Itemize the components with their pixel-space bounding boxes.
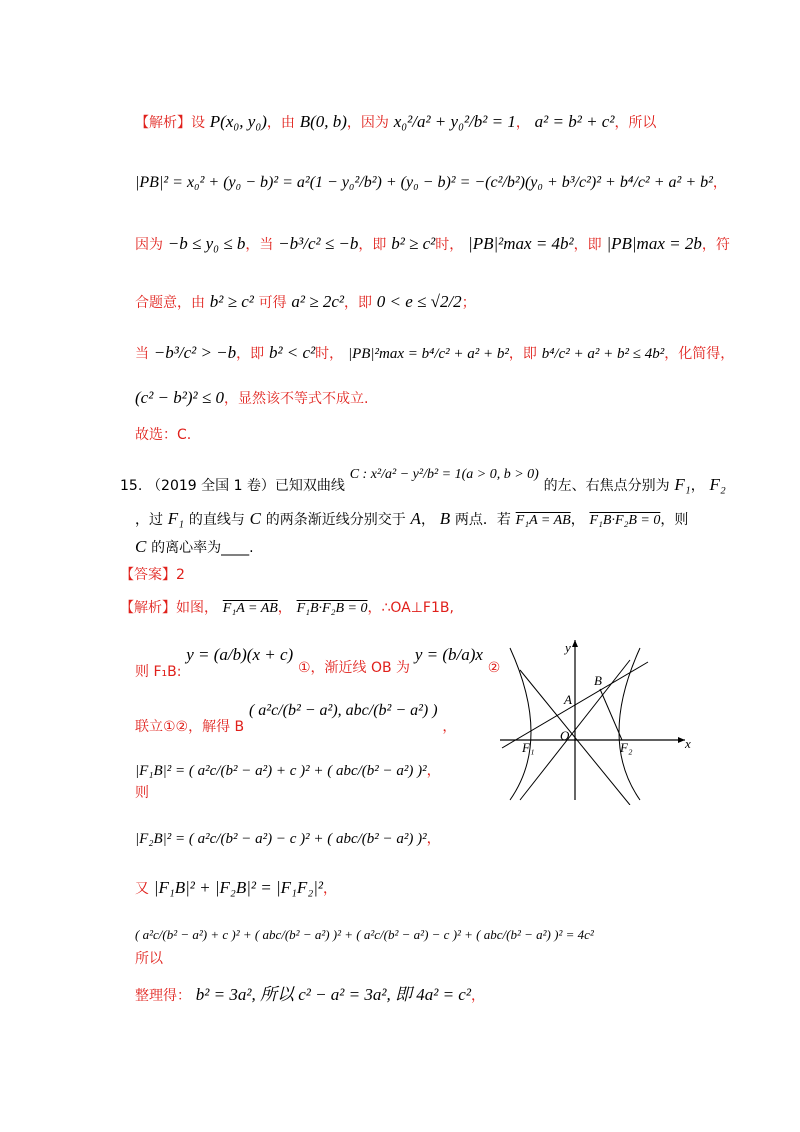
math-e-range: 0 < e ≤ √2/2 <box>376 292 462 311</box>
math-final: b² = 3a², 所以 c² − a² = 3a², 即 4a² = c² <box>195 985 471 1004</box>
math-sum-eq: ( a²c/(b² − a²) + c )² + ( abc/(b² − a²) )² + ( a²c/(b² − a²) − c )² + ( abc/(b² − a²) )² = 4c² <box>135 927 594 942</box>
text: ，显然该不等式不成立. <box>223 391 369 407</box>
math-ellipse-eq: x₀²/a² + y₀²/b² = 1 <box>393 112 516 131</box>
answer15 <box>120 564 185 584</box>
math-f1: F₁ <box>674 475 691 494</box>
text: ，则 <box>660 512 689 528</box>
text: ，所以 <box>614 115 657 131</box>
text: 时， <box>435 237 464 253</box>
solution14-line2 <box>135 172 727 192</box>
math-b: B <box>439 509 451 528</box>
text: ， <box>426 831 441 847</box>
text: ，过 <box>135 512 163 528</box>
text: ，即 <box>573 237 602 253</box>
text: ， <box>470 988 485 1004</box>
text: 时， <box>315 346 344 362</box>
math-b2-ge-c2-2: b² ≥ c² <box>209 292 254 311</box>
text: ，由 <box>266 115 295 131</box>
label-b: B <box>594 673 602 688</box>
label-x: x <box>685 736 691 751</box>
text: 当 <box>135 346 149 362</box>
answer-value: 2 <box>176 567 185 583</box>
text: ， <box>323 881 338 897</box>
text: 合题意，由 <box>135 295 205 311</box>
label-o: O <box>560 728 570 743</box>
text: ，化简得， <box>664 346 735 362</box>
solution15-line7 <box>135 925 594 943</box>
math-range-y0: −b ≤ y₀ ≤ b <box>167 234 246 253</box>
solution15-line8 <box>135 980 485 1005</box>
text: ，即 <box>236 346 265 362</box>
problem15-line2 <box>135 509 688 529</box>
math-f1: F₁ <box>167 509 185 528</box>
text: 整理得： <box>135 988 191 1004</box>
analysis-tag: 【解析】 <box>135 115 191 131</box>
text: ，因为 <box>346 115 389 131</box>
answer-tag: 【答案】 <box>120 567 176 583</box>
math-c: C <box>135 537 147 556</box>
math-point-b-coords: ( a²c/(b² − a²), abc/(b² − a²) ) <box>248 702 438 719</box>
label-f1: F₁ <box>522 740 535 755</box>
text: 的直线与 <box>188 512 245 528</box>
text: 因为 <box>135 237 163 253</box>
text: 的离心率为 <box>151 540 222 556</box>
solution15-line6 <box>135 878 337 898</box>
segment-f2b <box>600 689 622 740</box>
math-hyperbola-eq: C : x²/a² − y²/b² = 1(a > 0, b > 0) <box>349 467 539 482</box>
math-f2: F₂ <box>709 475 726 494</box>
text: ，符 <box>701 237 730 253</box>
text: 设 <box>191 115 205 131</box>
math-pb-max-sq: |PB|²max = 4b² <box>468 234 574 253</box>
text: 如图， <box>176 600 218 616</box>
math-abc-relation: a² = b² + c² <box>534 112 615 131</box>
problem-source: （2019 全国 1 卷）已知双曲线 <box>147 478 345 494</box>
analysis-tag: 【解析】 <box>120 600 176 616</box>
text: ， <box>426 763 441 779</box>
text: 则 <box>135 785 149 801</box>
answer-value: C. <box>177 427 192 443</box>
problem15-line1 <box>120 467 726 495</box>
label-f2: F₂ <box>620 740 633 755</box>
math-b2-ge-c2: b² ≥ c² <box>391 234 436 253</box>
math-vector-eq: F₁A = AB <box>515 513 571 528</box>
solution14-line6 <box>135 388 368 408</box>
text: ，即 <box>344 295 372 311</box>
text: ， <box>420 512 435 528</box>
solution14-line1 <box>135 112 656 132</box>
text: ，当 <box>245 237 274 253</box>
math-f2b-sq: |F₂B|² = ( a²c/(b² − a²) − c )² + ( abc/(b² − a²) )² <box>135 831 427 847</box>
answer-blank: ____ <box>221 540 250 556</box>
math-vector-eq: F₁A = AB <box>222 601 278 616</box>
math-point-p: P(x₀, y₀) <box>209 112 267 131</box>
text: . <box>249 540 254 556</box>
label-y: y <box>565 640 571 655</box>
text: ② <box>487 660 501 676</box>
math-b2-lt-c2: b² < c² <box>268 343 316 362</box>
math-inequality: b⁴/c² + a² + b² ≤ 4b² <box>541 346 665 362</box>
math-f1b-sq: |F₁B|² = ( a²c/(b² − a²) + c )² + ( abc/(b² − a²) )² <box>135 763 427 779</box>
math-dot-product: F₁B·F₂B = 0 <box>589 513 661 528</box>
solution15-line3 <box>135 700 457 735</box>
problem15-line3 <box>135 537 254 557</box>
text: ，∴OA⊥F1B, <box>367 600 454 616</box>
math-dot-product: F₁B·F₂B = 0 <box>296 601 368 616</box>
text: 可得 <box>258 295 287 311</box>
solution15-line4-prefix <box>135 782 149 802</box>
solution14-line4 <box>135 292 476 312</box>
text: ，即 <box>508 346 537 362</box>
text: 联立①②，解得 B <box>135 719 245 735</box>
solution15-line7-prefix <box>135 948 163 968</box>
text: 的左、右焦点分别为 <box>543 478 670 494</box>
solution15-line1 <box>120 597 454 617</box>
text: 又 <box>135 881 149 897</box>
math-pb-max-sq-2: |PB|²max = b⁴/c² + a² + b² <box>347 346 509 362</box>
y-axis-arrow <box>572 640 578 647</box>
solution14-answer <box>135 424 191 444</box>
text: ，即 <box>358 237 387 253</box>
math-condition: −b³/c² ≤ −b <box>278 234 359 253</box>
text: 的两条渐近线分别交于 <box>265 512 406 528</box>
text: 两点．若 <box>454 512 511 528</box>
math-point-b: B(0, b) <box>299 112 347 131</box>
text: 所以 <box>135 951 163 967</box>
solution14-line5 <box>135 343 734 363</box>
solution14-line3 <box>135 234 730 254</box>
text: ， <box>277 600 292 616</box>
text: ； <box>461 295 476 311</box>
label-a: A <box>564 692 572 707</box>
answer-label: 故选： <box>135 427 177 443</box>
math-asymptote: y = (b/a)x <box>414 645 483 664</box>
text: ， <box>690 478 705 494</box>
solution15-line2 <box>135 645 501 680</box>
math-c: C <box>249 509 261 528</box>
text: ， <box>442 719 457 735</box>
math-condition-2: −b³/c² > −b <box>153 343 237 362</box>
math-a: A <box>410 509 421 528</box>
math-a2-ge-2c2: a² ≥ 2c² <box>291 292 344 311</box>
math-contradiction: (c² − b²)² ≤ 0 <box>135 388 224 407</box>
text: ①，渐近线 OB 为 <box>297 660 411 676</box>
math-pb-expansion: |PB|² = x₀² + (y₀ − b)² = a²(1 − y₀²/b²) + (y₀ − b)² = −(c²/b²)(y₀ + b³/c²)² + b⁴/c² + a² + b² <box>135 174 713 191</box>
text: ， <box>515 115 530 131</box>
solution15-line4 <box>135 760 441 780</box>
math-pb-max: |PB|max = 2b <box>606 234 702 253</box>
math-pythagoras: |F₁B|² + |F₂B|² = |F₁F₂|² <box>153 878 324 897</box>
solution15-line5 <box>135 828 441 848</box>
text: 则 F₁B: <box>135 664 182 680</box>
math-line-f1b: y = (a/b)(x + c) <box>186 645 294 664</box>
text: ， <box>712 175 727 191</box>
text: ， <box>570 512 585 528</box>
hyperbola-figure <box>487 630 700 805</box>
x-axis-arrow <box>678 737 685 743</box>
problem-number: 15. <box>120 478 143 494</box>
